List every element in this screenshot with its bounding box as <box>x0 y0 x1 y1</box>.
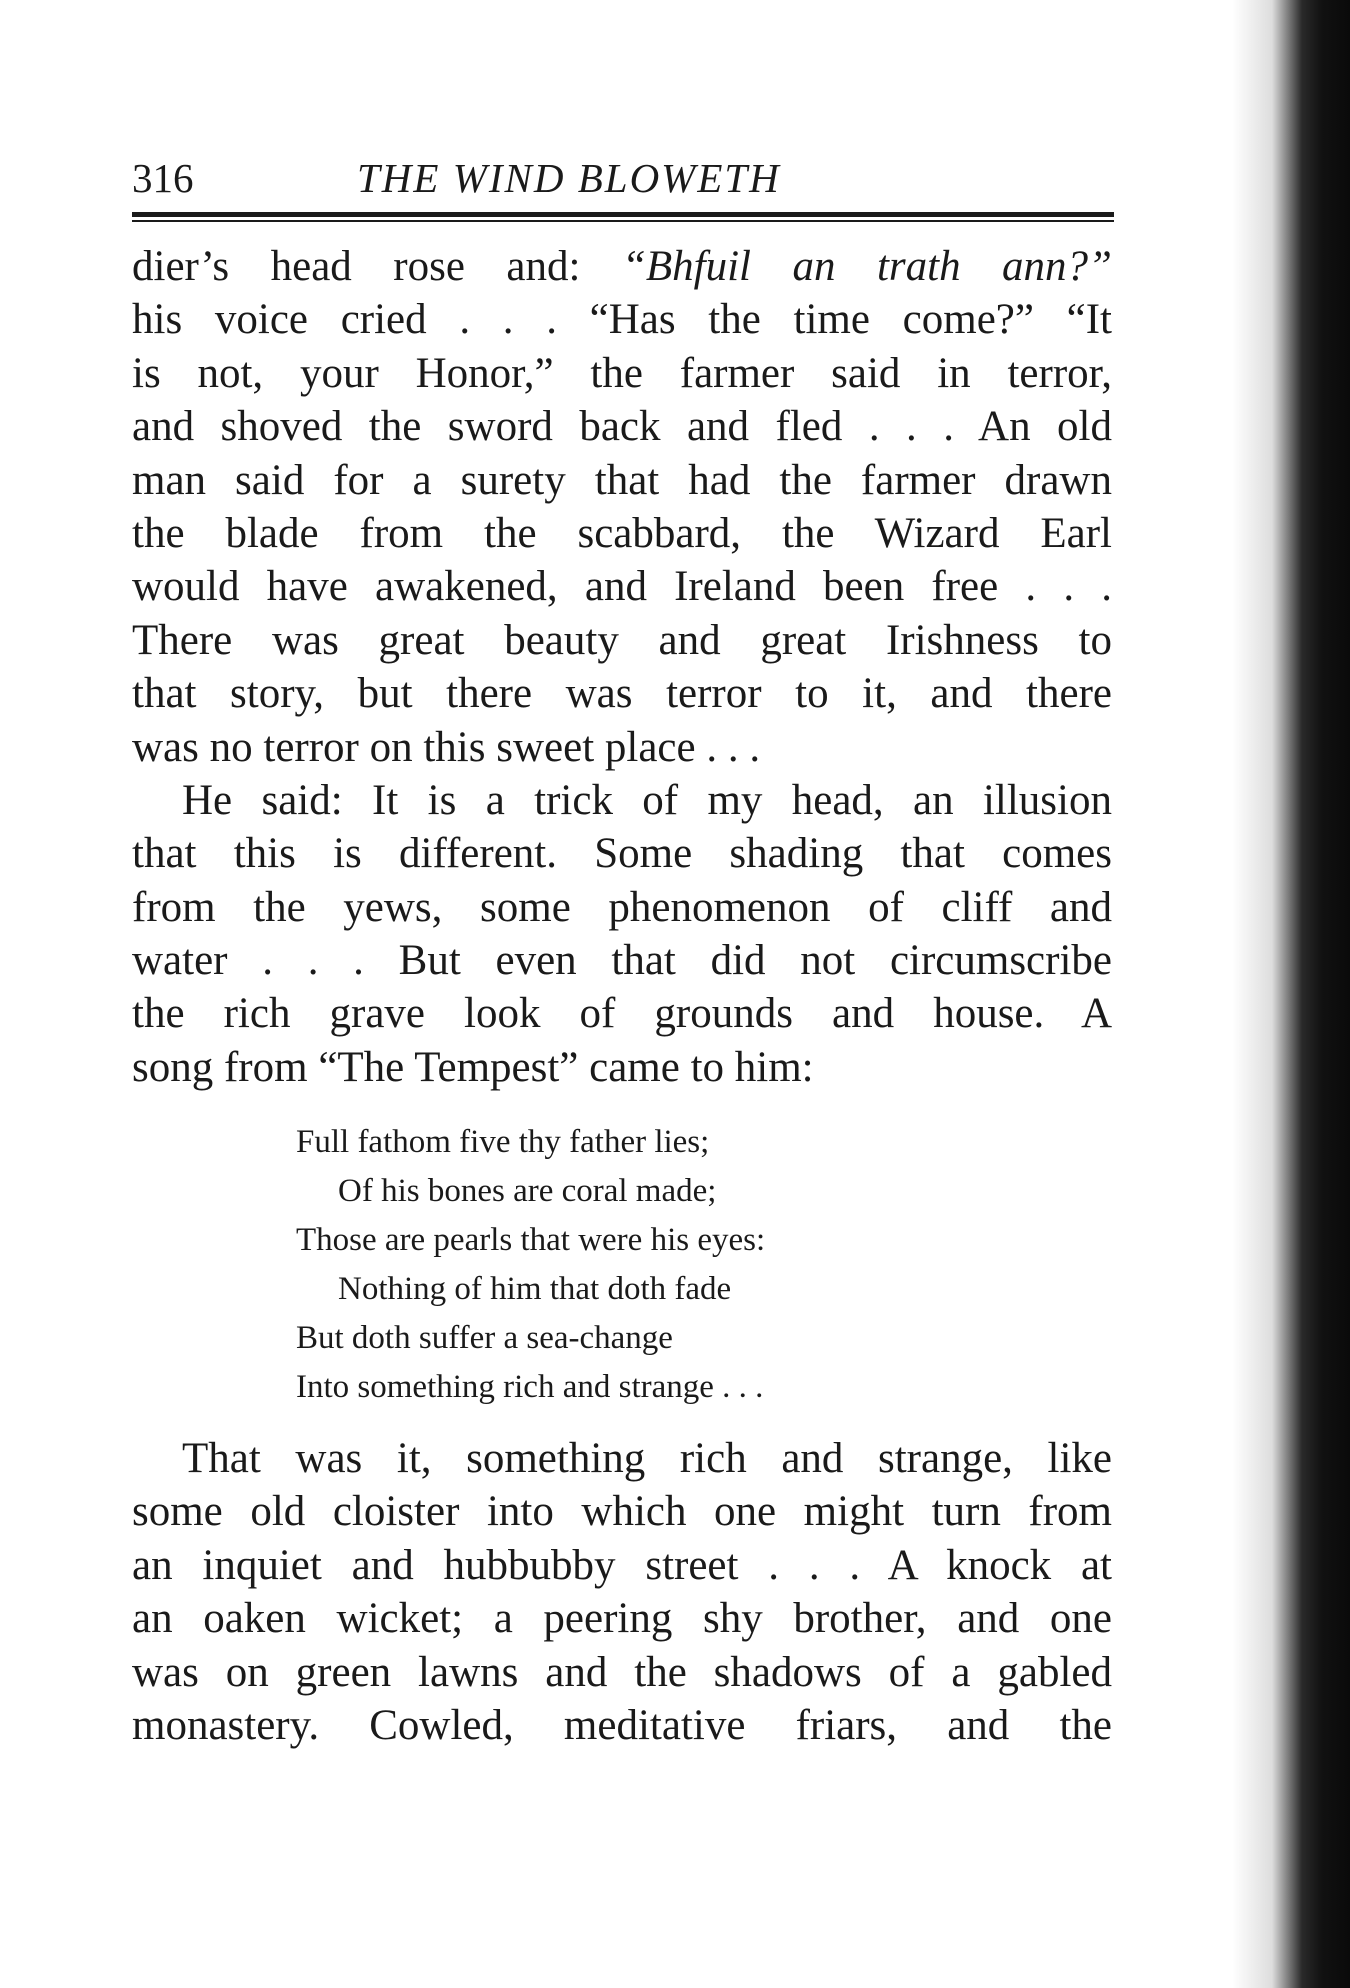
italic-quote: “Bhfuil an trath ann?” <box>621 243 1112 290</box>
text-line: his voice cried . . . “Has the time come?” “It <box>132 296 1112 344</box>
poem-block <box>296 1118 765 1412</box>
text-line: was no terror on this sweet place . . . <box>132 723 761 771</box>
poem-line: Of his bones are coral made; <box>338 1173 717 1209</box>
text-line: song from “The Tempest” came to him: <box>132 1043 814 1091</box>
text-line: an inquiet and hubbubby street . . . A knock at <box>132 1541 1112 1589</box>
text-line: the blade from the scabbard, the Wizard Earl <box>132 509 1112 557</box>
header-rule-thin <box>132 220 1114 222</box>
text-line: water . . . But even that did not circumscribe <box>132 937 1112 985</box>
poem-line: Into something rich and strange . . . <box>296 1369 764 1405</box>
text-line: that this is different. Some shading that comes <box>132 830 1112 878</box>
header-rule-thick <box>132 212 1114 217</box>
text-line: the rich grave look of grounds and house. A <box>132 990 1112 1038</box>
text-span: dier’s head rose and: <box>132 243 622 290</box>
text-line: and shoved the sword back and fled . . . An old <box>132 403 1112 451</box>
text-line: That was it, something rich and strange, like <box>182 1435 1112 1482</box>
poem-line: Nothing of him that doth fade <box>338 1271 732 1307</box>
text-line <box>132 240 1112 293</box>
text-line: There was great beauty and great Irishness to <box>132 616 1112 664</box>
running-title: THE WIND BLOWETH <box>357 155 781 201</box>
text-line: from the yews, some phenomenon of cliff and <box>132 883 1112 931</box>
page-header <box>132 148 1112 208</box>
body-text-lower <box>132 1432 1112 1752</box>
text-line: was on green lawns and the shadows of a gabled <box>132 1648 1112 1696</box>
poem-line: Full fathom five thy father lies; <box>296 1124 710 1160</box>
text-line: that story, but there was terror to it, and there <box>132 670 1112 718</box>
text-line: an oaken wicket; a peering shy brother, and one <box>132 1595 1112 1643</box>
text-line: some old cloister into which one might turn from <box>132 1488 1112 1536</box>
text-line: He said: It is a trick of my head, an illusion <box>182 776 1112 824</box>
text-line: monastery. Cowled, meditative friars, and the <box>132 1701 1112 1749</box>
body-text-upper <box>132 240 1112 1094</box>
poem-line: Those are pearls that were his eyes: <box>296 1222 766 1258</box>
book-binding-shadow <box>1232 0 1350 1988</box>
text-line: would have awakened, and Ireland been free . . . <box>132 563 1112 611</box>
text-line: is not, your Honor,” the farmer said in terror, <box>132 349 1112 397</box>
poem-line: But doth suffer a sea-change <box>296 1320 673 1356</box>
text-line: man said for a surety that had the farmer drawn <box>132 456 1112 504</box>
page-number: 316 <box>132 155 194 201</box>
